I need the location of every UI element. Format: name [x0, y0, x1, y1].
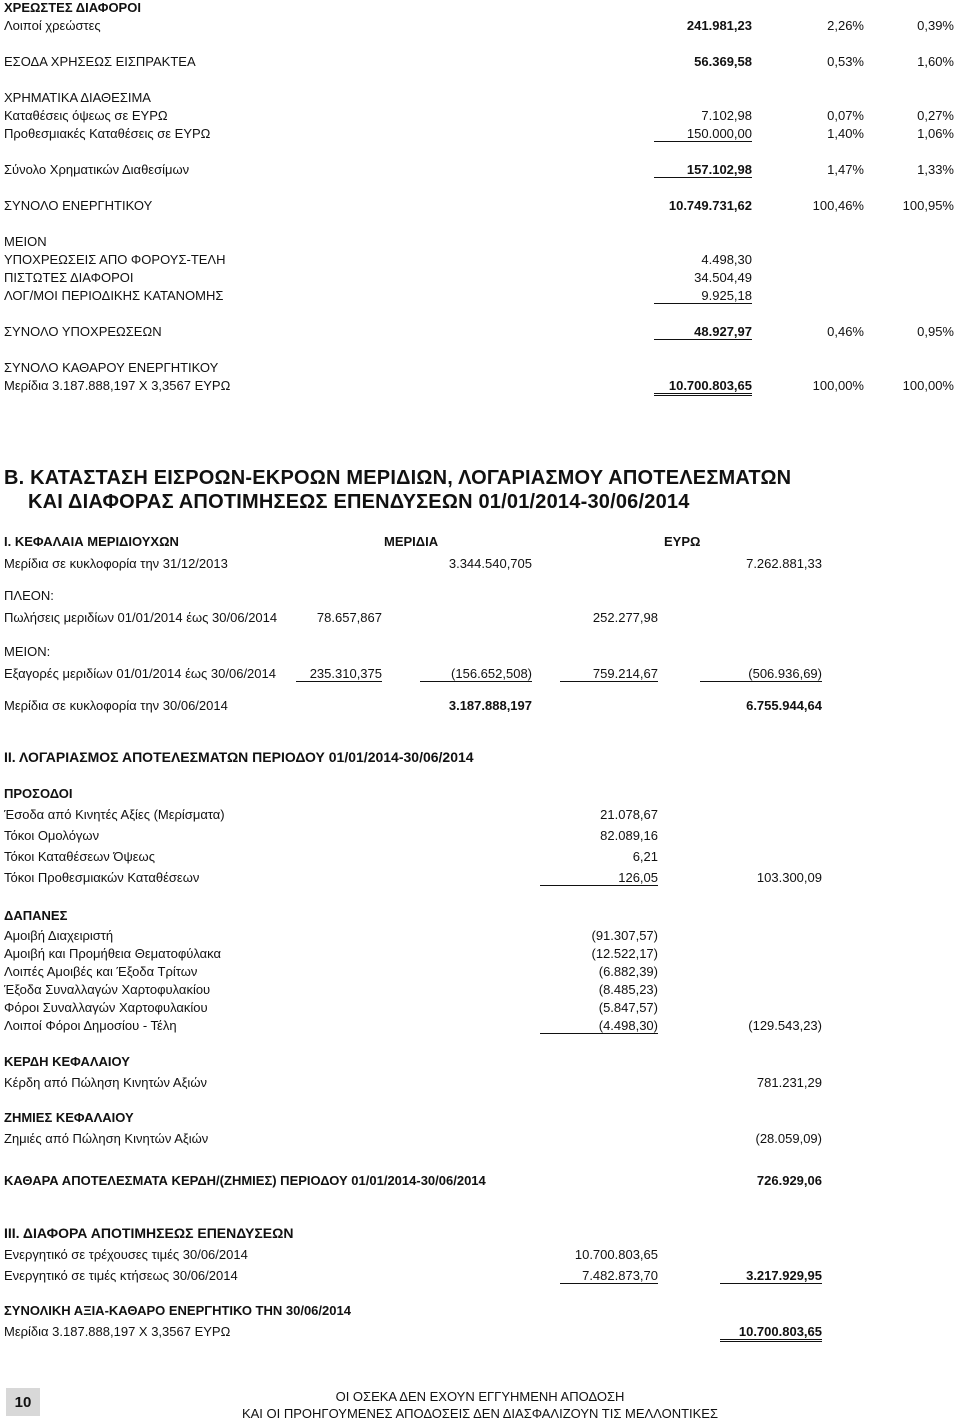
expense-item-amount: (91.307,57)	[591, 928, 658, 943]
losses-amount: (28.059,09)	[755, 1131, 822, 1146]
income-item-label: Τόκοι Ομολόγων	[4, 828, 100, 843]
assets-total-label: ΣΥΝΟΛΟ ΕΝΕΡΓΗΤΙΚΟΥ	[4, 198, 153, 213]
tax-liabilities-amount: 4.498,30	[701, 252, 752, 267]
opening-units-label: Μερίδια σε κυκλοφορία την 31/12/2013	[4, 556, 228, 571]
section-b-title-line1: Β. ΚΑΤΑΣΤΑΣΗ ΕΙΣΡΟΩΝ-ΕΚΡΟΩΝ ΜΕΡΙΔΙΩΝ, ΛΟΓΑΡΙΑΣΜΟΥ ΑΠΟΤΕΛΕΣΜΑΤΩΝ	[4, 467, 792, 489]
sight-deposits-pct2: 0,27%	[917, 108, 954, 123]
time-deposits-pct1: 1,40%	[827, 126, 864, 141]
euro-column-header: ΕΥΡΩ	[664, 534, 701, 549]
section-2-heading: ΙΙ. ΛΟΓΑΡΙΑΣΜΟΣ ΑΠΟΤΕΛΕΣΜΑΤΩΝ ΠΕΡΙΟΔΟΥ 01/01/2014-30/06/2014	[4, 749, 474, 765]
expense-item-label: Αμοιβή και Προμήθεια Θεματοφύλακα	[4, 946, 222, 961]
cash-total-pct1: 1,47%	[827, 162, 864, 177]
cost-value-amount: 7.482.873,70	[560, 1268, 658, 1284]
expenses-heading: ΔΑΠΑΝΕΣ	[4, 908, 68, 923]
net-assets-pct1: 100,00%	[812, 378, 864, 393]
liabilities-total-pct2: 0,95%	[917, 324, 954, 339]
accruals-amount: 9.925,18	[654, 288, 752, 304]
expense-item-amount: (4.498,30)	[540, 1018, 658, 1034]
sales-units: 78.657,867	[316, 610, 382, 625]
other-debtors-pct2: 0,39%	[917, 18, 954, 33]
footer-line-1: ΟΙ ΟΣΕΚΑ ΔΕΝ ΕΧΟΥΝ ΕΓΓΥΗΜΕΝΗ ΑΠΟΔΟΣΗ	[335, 1389, 625, 1404]
income-receivable-amount: 56.369,58	[694, 54, 752, 69]
cash-total-amount: 157.102,98	[654, 162, 752, 178]
closing-euro: 6.755.944,64	[746, 698, 822, 713]
income-item-label: Έσοδα από Κινητές Αξίες (Μερίσματα)	[4, 807, 225, 822]
assets-total-pct2: 100,95%	[902, 198, 954, 213]
expense-item-amount: (5.847,57)	[598, 1000, 658, 1015]
sales-label: Πωλήσεις μεριδίων 01/01/2014 έως 30/06/2014	[4, 610, 278, 625]
income-item-label: Τόκοι Καταθέσεων Όψεως	[4, 849, 155, 864]
income-receivable-pct1: 0,53%	[827, 54, 864, 69]
plus-heading: ΠΛΕΟΝ:	[4, 588, 54, 603]
time-deposits-label: Προθεσμιακές Καταθέσεις σε ΕΥΡΩ	[4, 126, 211, 141]
net-assets-amount: 10.700.803,65	[654, 378, 752, 396]
income-item-amount: 82.089,16	[600, 828, 658, 843]
liabilities-total-label: ΣΥΝΟΛΟ ΥΠΟΧΡΕΩΣΕΩΝ	[4, 324, 162, 339]
expense-item-label: Αμοιβή Διαχειριστή	[4, 928, 114, 943]
other-debtors-pct1: 2,26%	[827, 18, 864, 33]
expense-item-label: Φόροι Συναλλαγών Χαρτοφυλακίου	[4, 1000, 208, 1015]
redemptions-units-net: (156.652,508)	[420, 666, 532, 682]
creditors-label: ΠΙΣΤΩΤΕΣ ΔΙΑΦΟΡΟΙ	[4, 270, 134, 285]
total-value-amount: 10.700.803,65	[720, 1324, 822, 1342]
closing-units: 3.187.888,197	[448, 698, 532, 713]
assets-total-amount: 10.749.731,62	[668, 198, 752, 213]
expense-item-amount: (6.882,39)	[598, 964, 658, 979]
creditors-amount: 34.504,49	[694, 270, 752, 285]
sales-euro: 252.277,98	[592, 610, 658, 625]
page-number: 10	[6, 1388, 40, 1416]
current-value-amount: 10.700.803,65	[574, 1247, 658, 1262]
section-3-heading: ΙΙΙ. ΔΙΑΦΟΡΑ ΑΠΟΤΙΜΗΣΕΩΣ ΕΠΕΝΔΥΣΕΩΝ	[4, 1225, 294, 1241]
sight-deposits-label: Καταθέσεις όψεως σε ΕΥΡΩ	[4, 108, 168, 123]
opening-units: 3.344.540,705	[448, 556, 532, 571]
redemptions-units: 235.310,375	[296, 666, 382, 682]
opening-euro: 7.262.881,33	[746, 556, 822, 571]
expense-item-label: Έξοδα Συναλλαγών Χαρτοφυλακίου	[4, 982, 211, 997]
losses-label: Ζημιές από Πώληση Κινητών Αξιών	[4, 1131, 209, 1146]
expense-item-label: Λοιπές Αμοιβές και Έξοδα Τρίτων	[4, 964, 198, 979]
current-value-label: Ενεργητικό σε τρέχουσες τιμές 30/06/2014	[4, 1247, 248, 1262]
income-receivable-pct2: 1,60%	[917, 54, 954, 69]
debtors-heading: ΧΡΕΩΣΤΕΣ ΔΙΑΦΟΡΟΙ	[4, 0, 141, 15]
expense-item-label: Λοιποί Φόροι Δημοσίου - Τέλη	[4, 1018, 177, 1033]
redemptions-euro-net: (506.936,69)	[700, 666, 822, 682]
net-assets-pct2: 100,00%	[902, 378, 954, 393]
cost-value-label: Ενεργητικό σε τιμές κτήσεως 30/06/2014	[4, 1268, 238, 1283]
expense-item-amount: (8.485,23)	[598, 982, 658, 997]
minus-heading: ΜΕΙΟΝ:	[4, 644, 51, 659]
liabilities-total-pct1: 0,46%	[827, 324, 864, 339]
time-deposits-pct2: 1,06%	[917, 126, 954, 141]
less-heading: ΜΕΙΟΝ	[4, 234, 47, 249]
liabilities-total-amount: 48.927,97	[654, 324, 752, 340]
income-item-amount: 6,21	[632, 849, 658, 864]
income-item-amount: 126,05	[540, 870, 658, 886]
net-assets-label: Μερίδια 3.187.888,197 Χ 3,3567 ΕΥΡΩ	[4, 378, 231, 393]
cash-total-label: Σύνολο Χρηματικών Διαθεσίμων	[4, 162, 190, 177]
income-heading: ΠΡΟΣΟΔΟΙ	[4, 786, 73, 801]
expenses-total: (129.543,23)	[748, 1018, 822, 1033]
net-result-label: ΚΑΘΑΡΑ ΑΠΟΤΕΛΕΣΜΑΤΑ ΚΕΡΔΗ/(ΖΗΜΙΕΣ) ΠΕΡΙΟΔΟΥ 01/01/2014-30/06/2014	[4, 1173, 486, 1188]
income-receivable-label: ΕΣΟΔΑ ΧΡΗΣΕΩΣ ΕΙΣΠΡΑΚΤΕΑ	[4, 54, 196, 69]
time-deposits-amount: 150.000,00	[654, 126, 752, 142]
section-1-heading: Ι. ΚΕΦΑΛΑΙΑ ΜΕΡΙΔΙΟΥΧΩΝ	[4, 534, 179, 549]
net-assets-heading: ΣΥΝΟΛΟ ΚΑΘΑΡΟΥ ΕΝΕΡΓΗΤΙΚΟΥ	[4, 360, 219, 375]
tax-liabilities-label: ΥΠΟΧΡΕΩΣΕΙΣ ΑΠΟ ΦΟΡΟΥΣ-ΤΕΛΗ	[4, 252, 226, 267]
gains-label: Κέρδη από Πώληση Κινητών Αξιών	[4, 1075, 207, 1090]
redemptions-label: Εξαγορές μεριδίων 01/01/2014 έως 30/06/2014	[4, 666, 276, 681]
other-debtors-label: Λοιποί χρεώστες	[4, 18, 101, 33]
units-column-header: ΜΕΡΙΔΙΑ	[384, 534, 439, 549]
cash-heading: ΧΡΗΜΑΤΙΚΑ ΔΙΑΘΕΣΙΜΑ	[4, 90, 151, 105]
valuation-difference: 3.217.929,95	[720, 1268, 822, 1284]
gains-amount: 781.231,29	[756, 1075, 822, 1090]
footer-disclaimer	[140, 1388, 820, 1422]
accruals-label: ΛΟΓ/ΜΟΙ ΠΕΡΙΟΔΙΚΗΣ ΚΑΤΑΝΟΜΗΣ	[4, 288, 224, 303]
losses-heading: ΖΗΜΙΕΣ ΚΕΦΑΛΑΙΟΥ	[4, 1110, 134, 1125]
other-debtors-amount: 241.981,23	[686, 18, 752, 33]
net-result-amount: 726.929,06	[756, 1173, 822, 1188]
closing-units-label: Μερίδια σε κυκλοφορία την 30/06/2014	[4, 698, 228, 713]
sight-deposits-pct1: 0,07%	[827, 108, 864, 123]
footer-line-2: ΚΑΙ ΟΙ ΠΡΟΗΓΟΥΜΕΝΕΣ ΑΠΟΔΟΣΕΙΣ ΔΕΝ ΔΙΑΣΦΑΛΙΖΟΥΝ ΤΙΣ ΜΕΛΛΟΝΤΙΚΕΣ	[241, 1406, 719, 1421]
gains-heading: ΚΕΡΔΗ ΚΕΦΑΛΑΙΟΥ	[4, 1054, 130, 1069]
cash-total-pct2: 1,33%	[917, 162, 954, 177]
redemptions-euro: 759.214,67	[560, 666, 658, 682]
income-item-amount: 21.078,67	[600, 807, 658, 822]
expense-item-amount: (12.522,17)	[591, 946, 658, 961]
total-value-label: Μερίδια 3.187.888,197 Χ 3,3567 ΕΥΡΩ	[4, 1324, 231, 1339]
income-total: 103.300,09	[756, 870, 822, 885]
assets-total-pct1: 100,46%	[812, 198, 864, 213]
sight-deposits-amount: 7.102,98	[701, 108, 752, 123]
section-b-title-line2: ΚΑΙ ΔΙΑΦΟΡΑΣ ΑΠΟΤΙΜΗΣΕΩΣ ΕΠΕΝΔΥΣΕΩΝ 01/01/2014-30/06/2014	[28, 491, 690, 513]
total-value-heading: ΣΥΝΟΛΙΚΗ ΑΞΙΑ-ΚΑΘΑΡΟ ΕΝΕΡΓΗΤΙΚΟ ΤΗΝ 30/06/2014	[4, 1303, 351, 1318]
income-item-label: Τόκοι Προθεσμιακών Καταθέσεων	[4, 870, 200, 885]
